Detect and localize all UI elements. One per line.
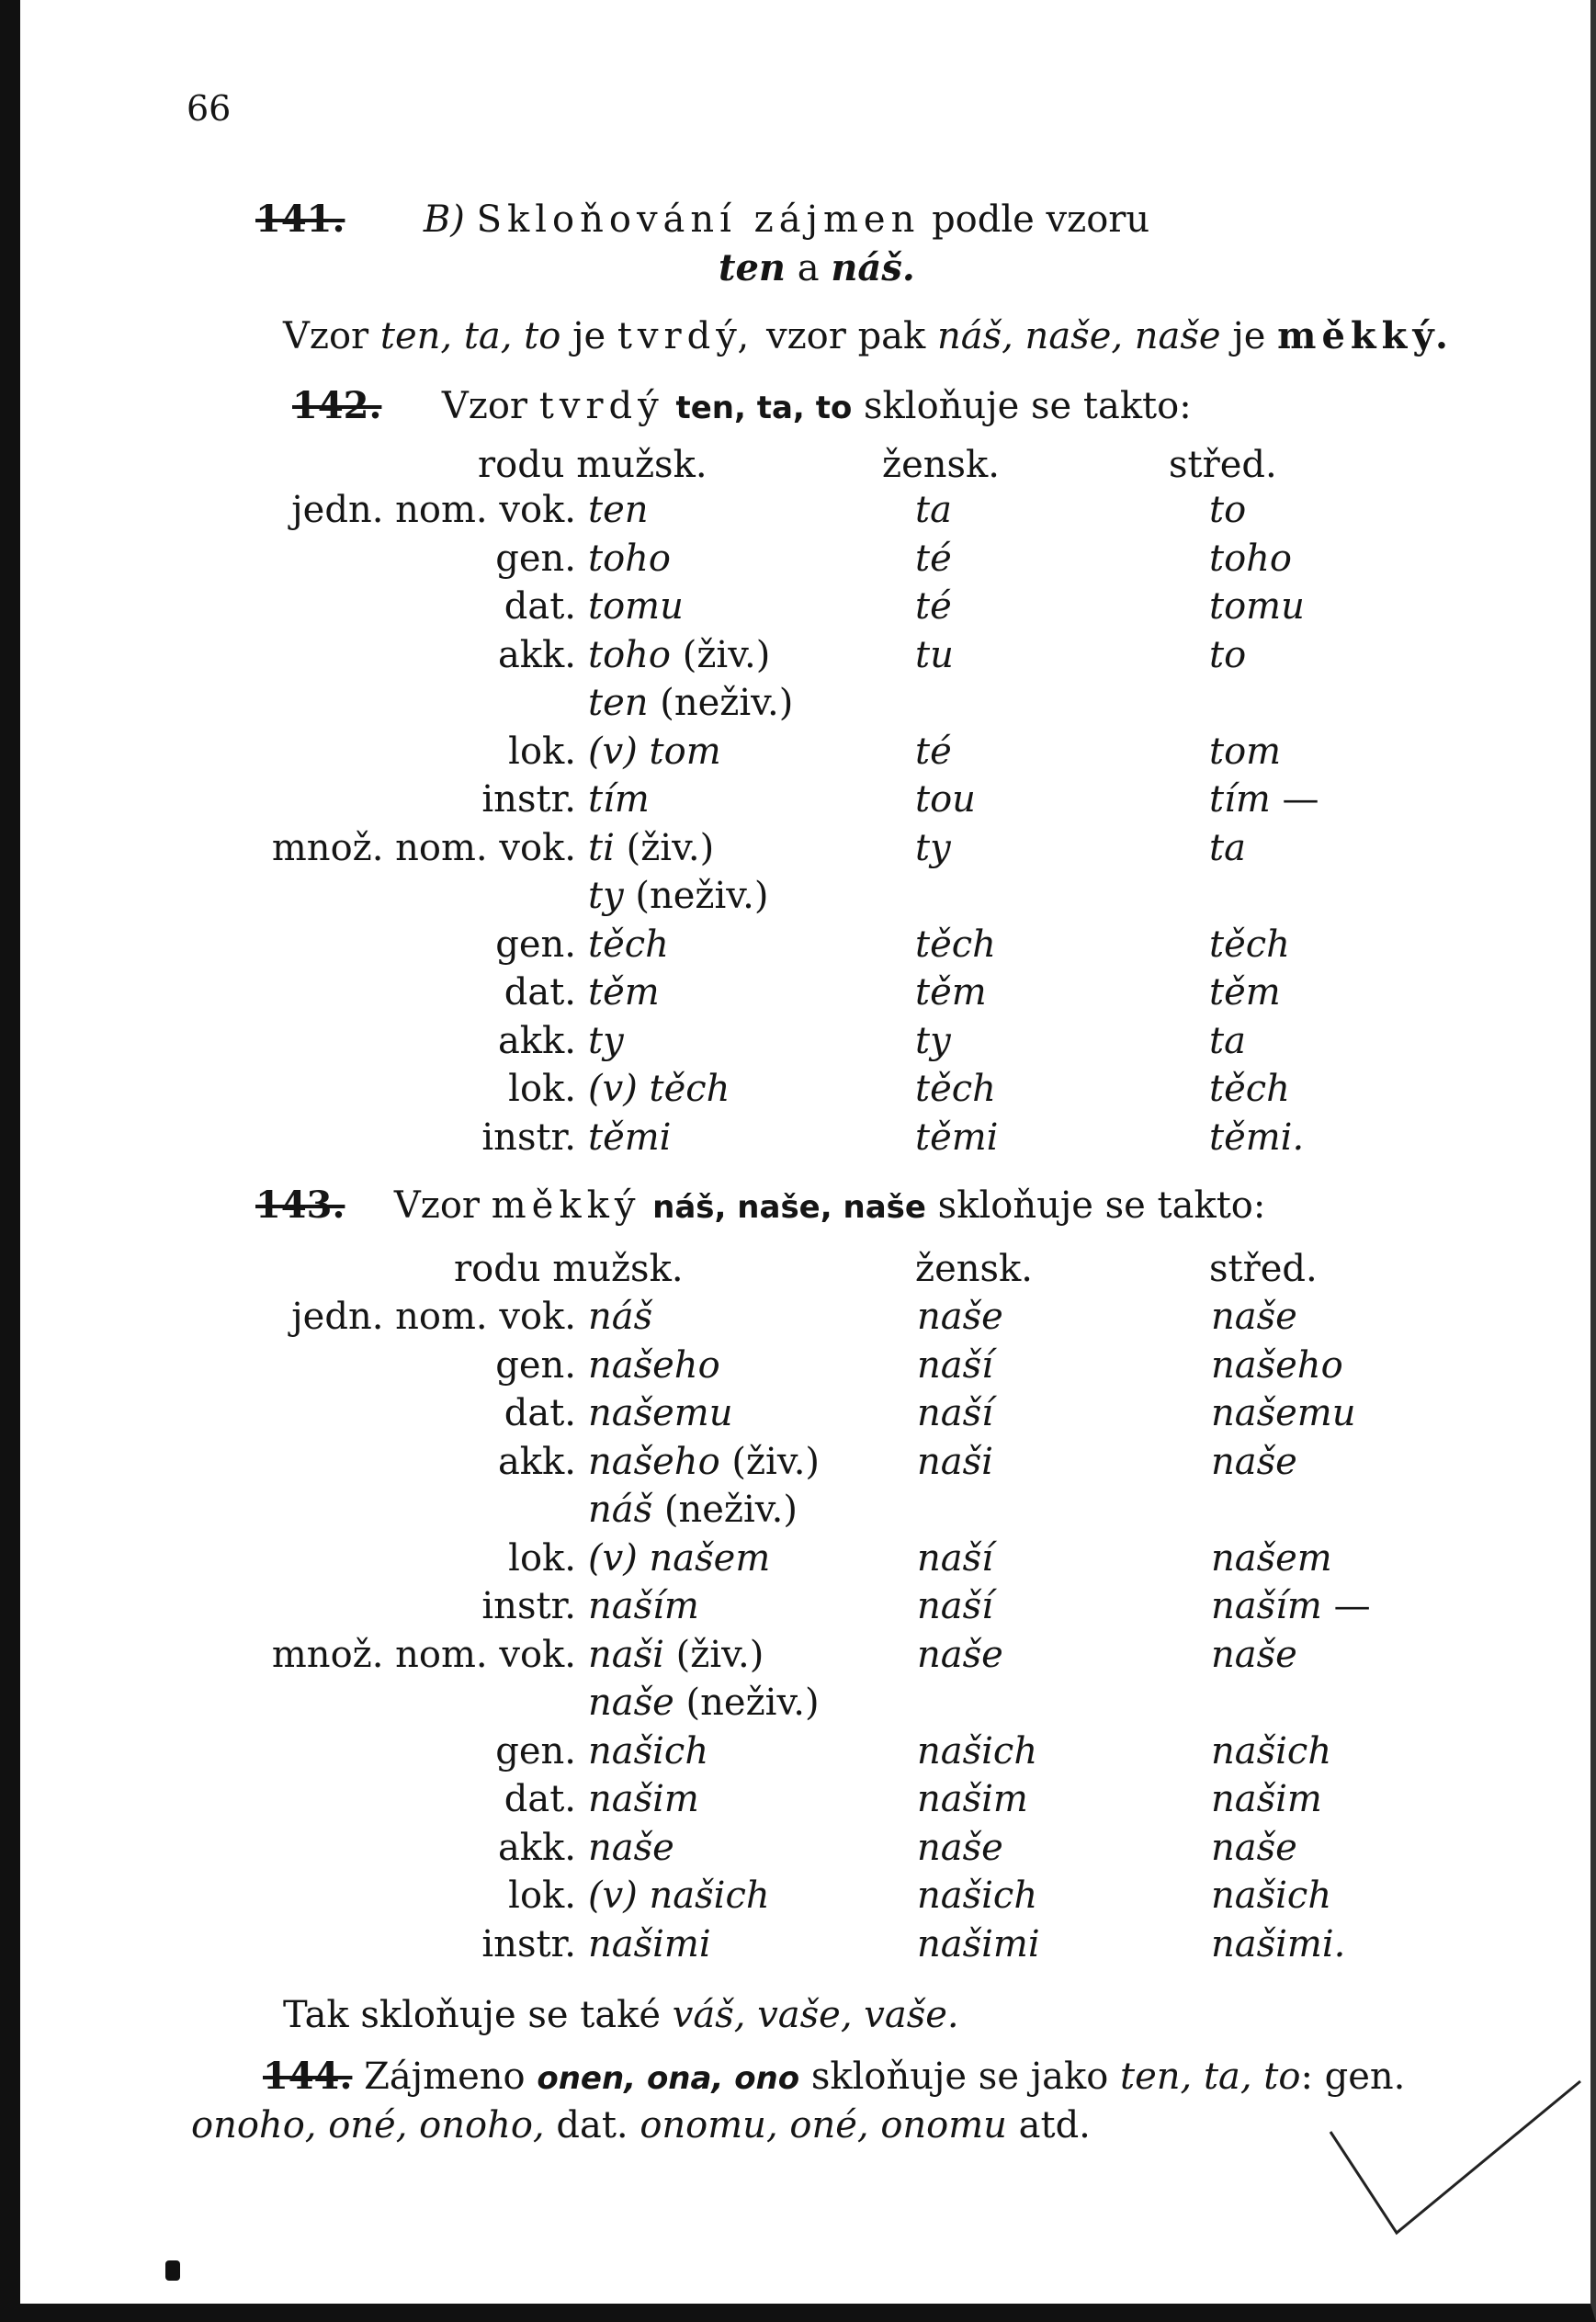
form-feminine: naše [917, 1633, 1003, 1676]
form-feminine: naši [917, 1440, 993, 1483]
form-masculine: náš [588, 1296, 653, 1338]
form-feminine: ta [915, 489, 952, 531]
preposition: (v) [588, 1536, 638, 1580]
form-masculine: našem [649, 1536, 771, 1580]
form-feminine: naše [917, 1826, 1003, 1869]
form-neuter: naše [1211, 1296, 1297, 1338]
checkmark-icon [1323, 2077, 1590, 2260]
table-row [0, 875, 1596, 923]
masculine-cell [588, 1489, 798, 1531]
header-masculine: rodu mužsk. [454, 1248, 684, 1290]
pattern-words: ten, ta, to [379, 315, 561, 357]
masculine-cell [588, 1778, 699, 1820]
table-row [0, 923, 1596, 971]
form-feminine: těmi [915, 1116, 999, 1159]
form-masculine: těch [649, 1068, 730, 1110]
page-number: 66 [187, 88, 232, 129]
case-label: lok. [508, 730, 576, 773]
table-row [0, 1344, 1596, 1392]
form-neuter: naše [1211, 1633, 1297, 1676]
form-feminine: tou [915, 778, 976, 821]
form-masculine: našim [588, 1778, 699, 1820]
form-neuter: našim [1211, 1778, 1322, 1820]
masculine-cell [588, 1875, 770, 1917]
form-neuter: to [1209, 633, 1247, 676]
term-soft: měkký. [1277, 314, 1454, 357]
case-label: množ. nom. vok. [271, 826, 576, 869]
table2-header [0, 1248, 1596, 1296]
form-neuter: naše [1211, 1826, 1297, 1869]
form-feminine: naší [917, 1536, 993, 1580]
table-row [0, 1296, 1596, 1343]
masculine-cell [588, 778, 650, 821]
table-row [0, 538, 1596, 585]
form-masculine: toho [588, 633, 671, 676]
table-row [0, 1827, 1596, 1875]
form-masculine: tom [649, 730, 721, 773]
case-label: jedn. nom. vok. [291, 1296, 576, 1338]
neuter-cell [1209, 489, 1246, 531]
case-label: gen. [495, 1729, 576, 1773]
header-feminine: žensk. [915, 1248, 1033, 1290]
case-label: dat. [504, 1778, 576, 1820]
pattern-word: ten [719, 246, 787, 289]
neuter-cell [1211, 1827, 1297, 1869]
form-feminine: našim [917, 1778, 1028, 1820]
dash-mark: — [1333, 1585, 1371, 1627]
section-141-heading [255, 198, 1149, 241]
masculine-cell [588, 585, 684, 628]
masculine-cell [588, 634, 770, 676]
animacy-note: (živ.) [675, 1633, 764, 1676]
neuter-cell [1211, 1344, 1343, 1387]
form-feminine: té [915, 537, 952, 580]
form-neuter: našeho [1211, 1343, 1343, 1387]
text: skloňuje se takto: [864, 385, 1192, 427]
table1-header [0, 444, 1596, 492]
neuter-cell [1211, 1392, 1356, 1434]
masculine-cell [588, 1730, 708, 1773]
form-feminine: těch [915, 923, 996, 966]
neuter-cell [1211, 1585, 1371, 1627]
case-label: gen. [495, 1343, 576, 1387]
form-neuter: tom [1209, 730, 1282, 773]
pattern-words: ten, ta, to [675, 390, 853, 426]
section-number: 141. [255, 198, 345, 241]
masculine-cell [588, 827, 714, 869]
masculine-cell [588, 1392, 733, 1434]
intro-line [283, 314, 1454, 357]
form-neuter: těch [1209, 923, 1290, 966]
neuter-cell [1211, 1441, 1297, 1483]
form-feminine: těm [915, 971, 987, 1014]
case-label: instr. [481, 1116, 576, 1159]
animacy-note: (neživ.) [635, 875, 769, 917]
case-label: gen. [495, 923, 576, 966]
case-label: instr. [481, 778, 576, 821]
animacy-note: (neživ.) [663, 1489, 798, 1531]
table-row [0, 1068, 1596, 1116]
masculine-cell [588, 731, 721, 773]
pattern-words: onen, ona, ono [537, 2060, 800, 2097]
table-row [0, 489, 1596, 537]
case-label: dat. [504, 1392, 576, 1434]
table-row [0, 1778, 1596, 1826]
form-masculine: ten [588, 682, 649, 724]
table-row [0, 1585, 1596, 1633]
form-neuter: tím [1209, 778, 1271, 821]
form-feminine: našich [917, 1729, 1038, 1773]
masculine-cell [588, 1585, 699, 1627]
form-feminine: naší [917, 1392, 993, 1434]
text: : gen. [1300, 2056, 1406, 2098]
masculine-cell [588, 1682, 820, 1724]
form-masculine: našimi [588, 1922, 711, 1965]
text: skloňuje se jako [810, 2056, 1109, 2098]
case-label: akk. [497, 1019, 576, 1062]
neuter-cell [1211, 1923, 1345, 1965]
form-masculine: ty [588, 875, 624, 917]
text: Tak skloňuje se také [283, 1994, 662, 2036]
masculine-cell [588, 538, 671, 580]
form-masculine: ty [588, 1019, 624, 1062]
masculine-cell [588, 1068, 730, 1110]
form-neuter: to [1209, 489, 1247, 531]
form-neuter: ta [1209, 1019, 1246, 1062]
form-masculine: těm [588, 971, 660, 1014]
masculine-cell [588, 923, 669, 966]
neuter-cell [1209, 1068, 1290, 1110]
form-neuter: našimi. [1211, 1922, 1346, 1965]
form-neuter: těm [1209, 971, 1281, 1014]
conjunction: a [797, 247, 820, 289]
form-neuter: naším [1211, 1585, 1322, 1627]
text: je [572, 315, 606, 357]
section-number: 142. [292, 384, 382, 427]
masculine-cell [588, 1441, 820, 1483]
form-masculine: ti [588, 826, 615, 869]
neuter-cell [1211, 1296, 1297, 1338]
text: vzor pak [765, 315, 926, 357]
table-row [0, 1116, 1596, 1164]
form-neuter: tomu [1209, 585, 1305, 628]
section-number: 143. [255, 1184, 345, 1227]
masculine-cell [588, 875, 768, 917]
term-hard: tvrdý, [617, 315, 755, 357]
case-label: lok. [508, 1068, 576, 1110]
case-label: jedn. nom. vok. [291, 489, 576, 531]
table-row [0, 971, 1596, 1019]
masculine-cell [588, 489, 649, 531]
case-label: instr. [481, 1585, 576, 1627]
text: Vzor [441, 385, 528, 427]
form-feminine: těch [915, 1068, 996, 1110]
masculine-cell [588, 1827, 674, 1869]
table-row [0, 1537, 1596, 1585]
section-number: 144. [263, 2055, 353, 2098]
term-hard: tvrdý [538, 385, 664, 427]
table-row [0, 1875, 1596, 1922]
masculine-cell [588, 971, 660, 1014]
forms: onoho, oné, onoho, [191, 2104, 545, 2146]
neuter-cell [1209, 634, 1246, 676]
preposition: (v) [588, 1875, 638, 1917]
table-row [0, 1489, 1596, 1536]
neuter-cell [1209, 827, 1246, 869]
pattern-words: ten, ta, to [1120, 2056, 1301, 2098]
masculine-cell [588, 1296, 652, 1338]
section-141-subheading [719, 246, 915, 289]
neuter-cell [1211, 1875, 1331, 1917]
heading-title: Skloňování zájmen [476, 198, 921, 241]
form-masculine: naše [588, 1682, 674, 1724]
masculine-cell [588, 1537, 770, 1580]
header-neuter: střed. [1169, 444, 1277, 486]
animacy-note: (neživ.) [660, 682, 794, 724]
table-row [0, 778, 1596, 826]
form-masculine: našich [588, 1729, 709, 1773]
table-row [0, 1634, 1596, 1682]
form-masculine: toho [588, 537, 671, 580]
neuter-cell [1209, 778, 1319, 821]
section-143-heading [255, 1184, 1265, 1227]
table-row [0, 585, 1596, 633]
form-masculine: těmi [588, 1116, 672, 1159]
also-line [283, 1994, 959, 2036]
table-row [0, 731, 1596, 778]
table-row [0, 1923, 1596, 1971]
case-label: akk. [497, 1826, 576, 1869]
form-feminine: našimi [917, 1922, 1040, 1965]
text: Vzor [283, 315, 369, 357]
pattern-word: náš. [831, 246, 915, 289]
form-neuter: těmi. [1209, 1116, 1305, 1159]
form-neuter: našemu [1211, 1392, 1356, 1434]
masculine-cell [588, 1344, 720, 1387]
form-feminine: ty [915, 1019, 951, 1062]
neuter-cell [1209, 731, 1281, 773]
form-masculine: našich [649, 1875, 770, 1917]
text: skloňuje se takto: [937, 1184, 1266, 1227]
form-feminine: naší [917, 1585, 993, 1627]
case-label: lok. [508, 1875, 576, 1917]
pattern-words: náš, naše, naše [936, 315, 1221, 357]
form-masculine: naším [588, 1585, 699, 1627]
form-masculine: těch [588, 923, 669, 966]
table-row [0, 1020, 1596, 1068]
neuter-cell [1211, 1537, 1332, 1580]
case-label: dat. [504, 971, 576, 1014]
text: Zájmeno [364, 2056, 526, 2098]
preposition: (v) [588, 1068, 638, 1110]
form-neuter: našich [1211, 1875, 1332, 1917]
forms: onomu, oné, onomu [640, 2104, 1007, 2146]
case-label: instr. [481, 1922, 576, 1965]
form-masculine: našemu [588, 1392, 733, 1434]
text: je [1232, 315, 1266, 357]
form-masculine: naše [588, 1826, 674, 1869]
form-masculine: ten [588, 489, 649, 531]
table-row [0, 634, 1596, 682]
animacy-note: (živ.) [626, 826, 715, 869]
animacy-note: (živ.) [731, 1440, 821, 1483]
case-label: množ. nom. vok. [271, 1633, 576, 1676]
form-masculine: našeho [588, 1440, 720, 1483]
neuter-cell [1209, 923, 1290, 966]
masculine-cell [588, 682, 793, 724]
form-feminine: naší [917, 1343, 993, 1387]
neuter-cell [1209, 971, 1281, 1014]
table-row [0, 827, 1596, 875]
preposition: (v) [588, 730, 638, 773]
form-neuter: toho [1209, 537, 1292, 580]
form-feminine: ty [915, 826, 951, 869]
heading-prefix: B) [423, 198, 465, 241]
form-feminine: té [915, 585, 952, 628]
section-144-line2 [191, 2104, 1091, 2146]
neuter-cell [1209, 538, 1292, 580]
text: dat. [556, 2104, 628, 2146]
case-label: gen. [495, 537, 576, 580]
form-masculine: naši [588, 1633, 664, 1676]
masculine-cell [588, 1116, 671, 1159]
masculine-cell [588, 1923, 711, 1965]
term-soft: měkký [491, 1184, 641, 1227]
neuter-cell [1211, 1730, 1331, 1773]
dash-mark: — [1282, 778, 1319, 821]
form-feminine: tu [915, 633, 954, 676]
neuter-cell [1211, 1778, 1322, 1820]
form-masculine: tím [588, 778, 650, 821]
text: Vzor [393, 1184, 481, 1227]
form-masculine: našeho [588, 1343, 720, 1387]
case-label: akk. [497, 1440, 576, 1483]
heading-title-rest: podle vzoru [932, 198, 1150, 241]
form-neuter: našem [1211, 1536, 1332, 1580]
section-142-heading [292, 384, 1192, 427]
neuter-cell [1211, 1634, 1297, 1676]
case-label: dat. [504, 585, 576, 628]
form-feminine: té [915, 730, 952, 773]
table-row [0, 1682, 1596, 1729]
text: atd. [1018, 2104, 1091, 2146]
form-masculine: tomu [588, 585, 684, 628]
animacy-note: (živ.) [682, 633, 771, 676]
form-feminine: našich [917, 1875, 1038, 1917]
header-masculine: rodu mužsk. [478, 444, 707, 486]
form-neuter: našich [1211, 1729, 1332, 1773]
ink-mark [165, 2260, 180, 2281]
case-label: lok. [508, 1536, 576, 1580]
masculine-cell [588, 1020, 624, 1062]
header-neuter: střed. [1209, 1248, 1318, 1290]
table-row [0, 1730, 1596, 1778]
case-label: akk. [497, 633, 576, 676]
form-neuter: naše [1211, 1440, 1297, 1483]
masculine-cell [588, 1634, 764, 1676]
section-144-line1 [263, 2055, 1405, 2098]
table-row [0, 1392, 1596, 1440]
neuter-cell [1209, 1020, 1246, 1062]
header-feminine: žensk. [882, 444, 1000, 486]
animacy-note: (neživ.) [685, 1682, 820, 1724]
pattern-words: váš, vaše, vaše. [672, 1994, 959, 2036]
table-row [0, 682, 1596, 730]
neuter-cell [1209, 1116, 1304, 1159]
form-neuter: těch [1209, 1068, 1290, 1110]
form-feminine: naše [917, 1296, 1003, 1338]
pattern-words: náš, naše, naše [652, 1189, 926, 1226]
form-masculine: náš [588, 1489, 653, 1531]
table-row [0, 1441, 1596, 1489]
form-neuter: ta [1209, 826, 1246, 869]
neuter-cell [1209, 585, 1305, 628]
